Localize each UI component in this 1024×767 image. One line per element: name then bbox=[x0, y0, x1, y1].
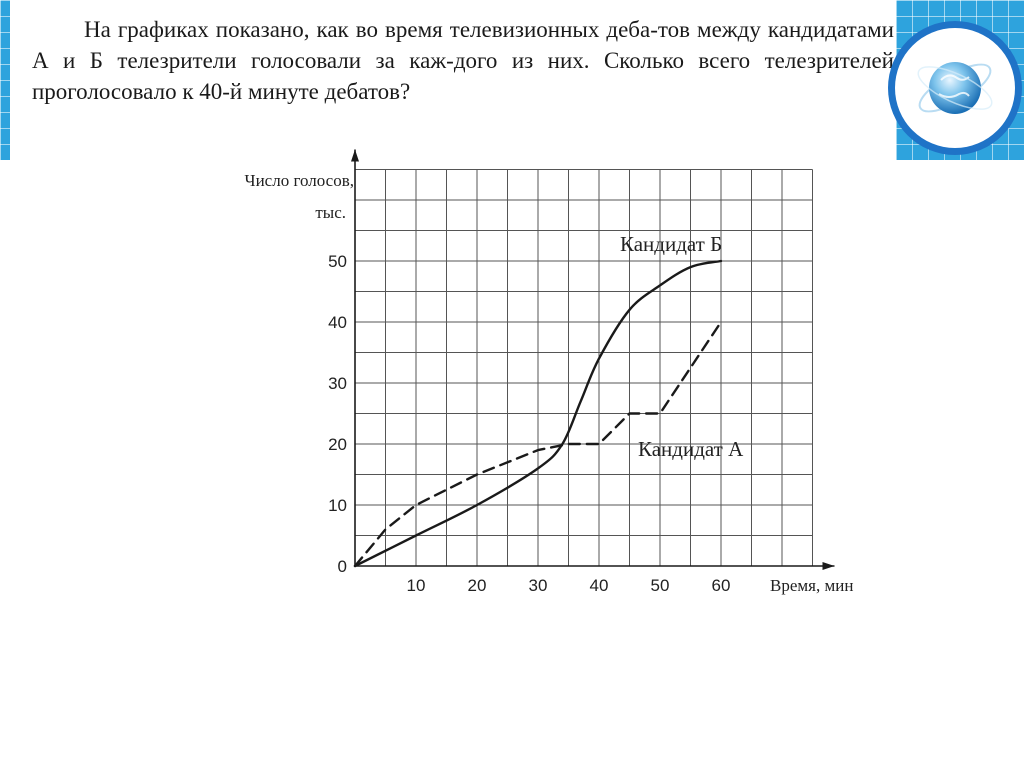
x-tick-label: 20 bbox=[467, 576, 487, 595]
x-axis-label: Время, мин bbox=[770, 576, 854, 595]
series-label-a: Кандидат А bbox=[638, 437, 744, 461]
x-tick-label: 30 bbox=[528, 576, 548, 595]
y-axis-arrow bbox=[351, 150, 359, 162]
question-text: На графиках показано, как во время телевизионных деба-тов между кандидатами А и Б телезрители голосовали за каж-дого из них. Сколько всего телезрителей проголосовало к 40-й минуте дебатов? bbox=[32, 17, 894, 104]
x-tick-label: 10 bbox=[406, 576, 426, 595]
x-tick-label: 50 bbox=[650, 576, 670, 595]
y-tick-label: 50 bbox=[328, 252, 347, 271]
chart-grid bbox=[355, 170, 813, 567]
y-tick-label: 10 bbox=[328, 496, 347, 515]
series-label-b: Кандидат Б bbox=[620, 232, 723, 256]
x-tick-label: 40 bbox=[589, 576, 609, 595]
chart-ticks bbox=[328, 252, 730, 595]
y-tick-label: 30 bbox=[328, 374, 347, 393]
x-axis-arrow bbox=[823, 562, 835, 570]
y-axis-unit: тыс. bbox=[315, 203, 346, 222]
y-tick-label: 0 bbox=[337, 557, 347, 576]
y-tick-label: 40 bbox=[328, 313, 347, 332]
chart-axes bbox=[351, 150, 835, 571]
y-tick-label: 20 bbox=[328, 435, 347, 454]
x-tick-label: 60 bbox=[711, 576, 731, 595]
y-axis-label: Число голосов, bbox=[244, 171, 354, 190]
